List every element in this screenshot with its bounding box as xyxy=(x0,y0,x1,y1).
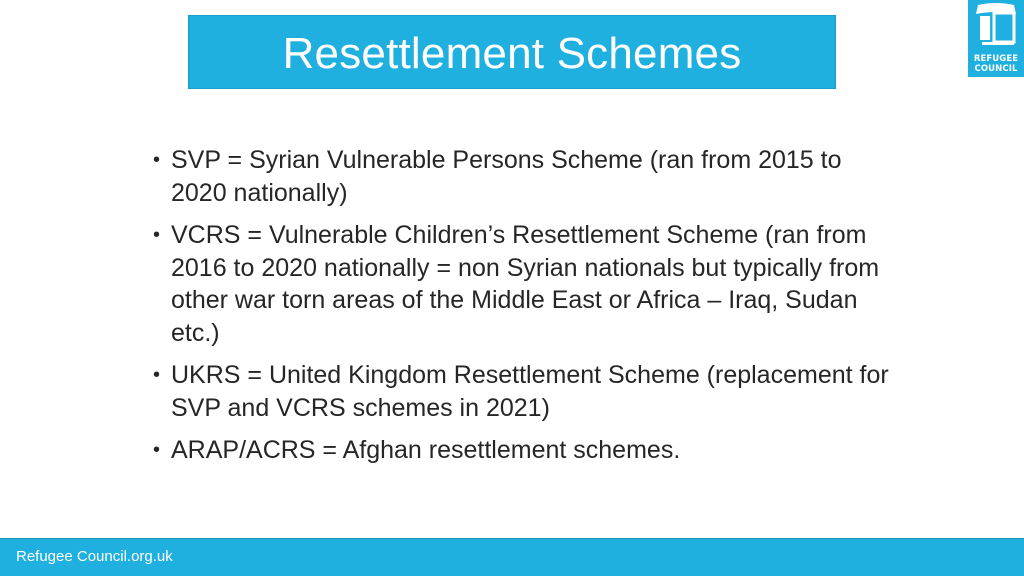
bullet-text: SVP = Syrian Vulnerable Persons Scheme (ran from 2015 to 2020 nationally) xyxy=(171,146,842,207)
bullet-item-svp xyxy=(153,144,893,209)
title-banner xyxy=(188,15,836,89)
bullet-marker: • xyxy=(153,149,161,171)
bullet-item-arap-acrs xyxy=(153,434,893,467)
refugee-council-logo-icon xyxy=(968,0,1024,56)
slide-title: Resettlement Schemes xyxy=(282,29,742,78)
footer-website: Refugee Council.org.uk xyxy=(16,548,173,565)
refugee-council-logo xyxy=(968,0,1024,77)
bullet-marker: • xyxy=(153,364,161,386)
bullet-item-vcrs xyxy=(153,219,893,349)
bullet-marker: • xyxy=(153,224,161,246)
bullet-list xyxy=(153,144,893,477)
bullet-text: VCRS = Vulnerable Children’s Resettlement Scheme (ran from 2016 to 2020 nationally = non Syrian nationals but typically from other war torn areas of the Middle East or Africa – Iraq, Sudan etc.) xyxy=(171,221,880,347)
bullet-item-ukrs xyxy=(153,359,893,424)
bullet-text: UKRS = United Kingdom Resettlement Scheme (replacement for SVP and VCRS schemes in 2021) xyxy=(171,361,889,422)
logo-text-refugee: REFUGEE xyxy=(973,54,1019,64)
bullet-text: ARAP/ACRS = Afghan resettlement schemes. xyxy=(171,436,681,464)
bullet-marker: • xyxy=(153,439,161,461)
logo-text-council: COUNCIL xyxy=(974,64,1018,74)
footer-bar xyxy=(0,538,1024,576)
